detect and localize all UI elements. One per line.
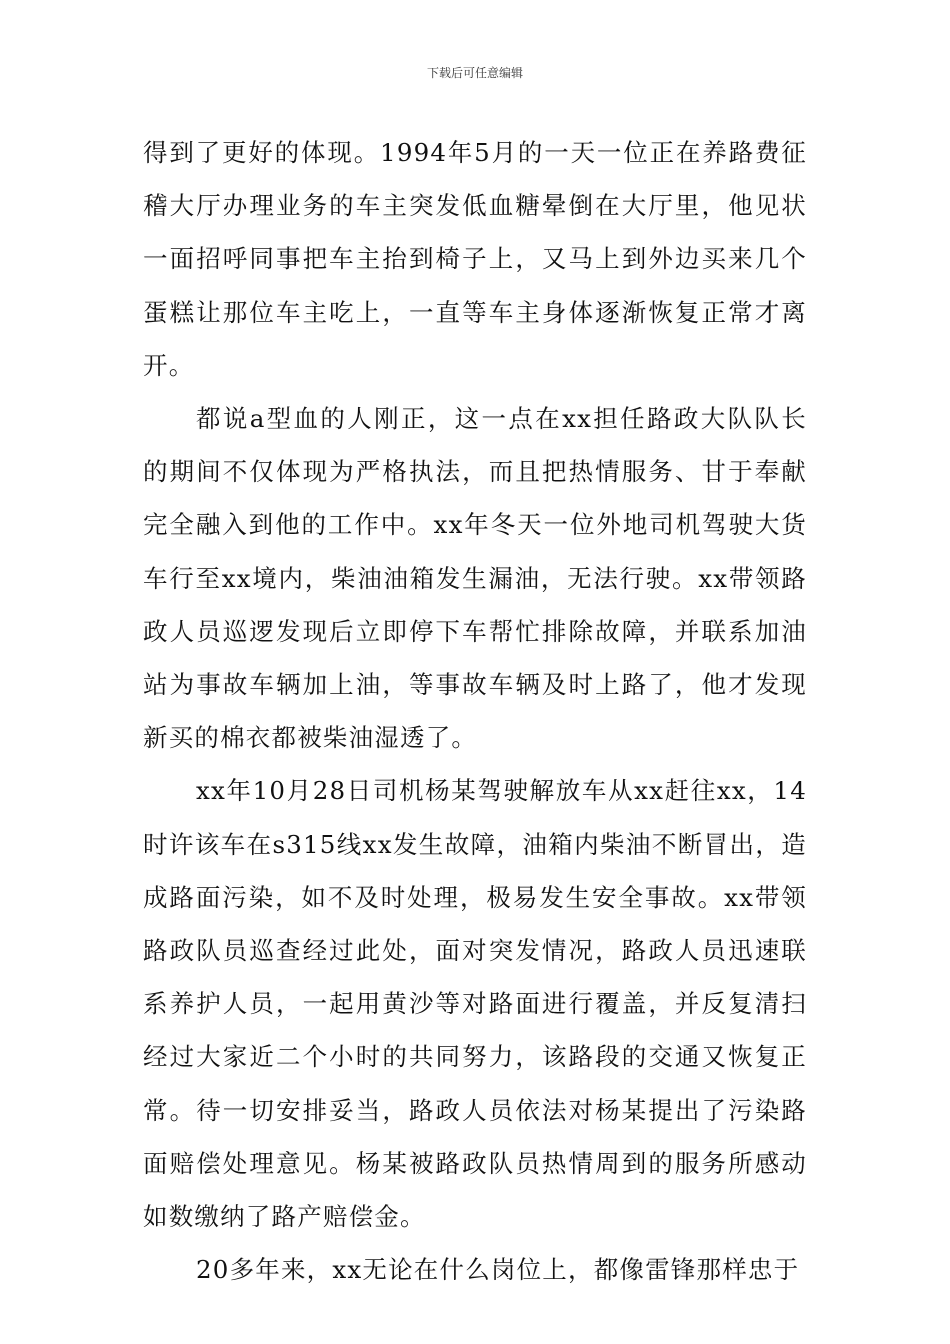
paragraph-october-incident: xx年10月28日司机杨某驾驶解放车从xx赶往xx，14时许该车在s315线xx发生故障，油箱内柴油不断冒出，造成路面污染，如不及时处理，极易发生安全事故。xx带领路政队员巡查经过此处，面对突发情况，路政人员迅速联系养护人员，一起用黄沙等对路面进行覆盖，并反复清扫经过大家近二个小时的共同努力，该路段的交通又恢复正常。待一切安排妥当，路政人员依法对杨某提出了污染路面赔偿处理意见。杨某被路政队员热情周到的服务所感动如数缴纳了路产赔偿金。 (143, 776, 807, 1232)
paragraph-continuation: 得到了更好的体现。1994年5月的一天一位正在养路费征稽大厅办理业务的车主突发低血糖晕倒在大厅里，他见状一面招呼同事把车主抬到椅子上，又马上到外边买来几个蛋糕让那位车主吃上，一直等车主身体逐渐恢复正常才离开。 (143, 138, 807, 380)
paragraph-twenty-years: 20多年来，xx无论在什么岗位上，都像雷锋那样忠于 (196, 1255, 800, 1285)
document-body (143, 126, 807, 1296)
page-header-note: 下载后可任意编辑 (426, 66, 523, 80)
paragraph-blood-type-story: 都说a型血的人刚正，这一点在xx担任路政大队队长的期间不仅体现为严格执法，而且把热情服务、甘于奉献完全融入到他的工作中。xx年冬天一位外地司机驾驶大货车行至xx境内，柴油油箱发生漏油，无法行驶。xx带领路政人员巡逻发现后立即停下车帮忙排除故障，并联系加油站为事故车辆加上油，等事故车辆及时上路了，他才发现新买的棉衣都被柴油湿透了。 (143, 404, 807, 753)
